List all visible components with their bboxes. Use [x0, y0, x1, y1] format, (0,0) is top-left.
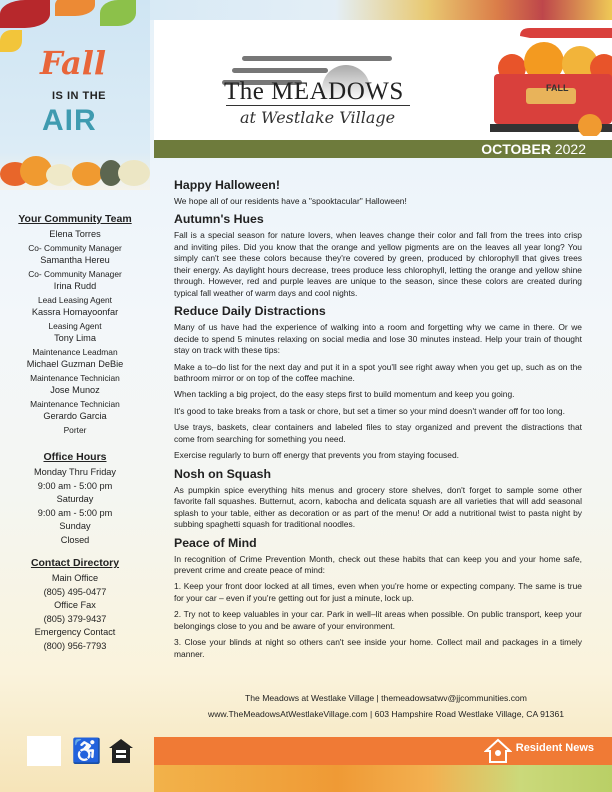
section-title: Autumn's Hues [174, 212, 264, 227]
team-member-role: Porter [63, 424, 87, 435]
issue-month: OCTOBER [481, 141, 551, 157]
newsletter-header [154, 20, 612, 140]
contact-label: Office Fax [54, 600, 96, 610]
office-hours [0, 450, 150, 547]
team-member-name: Elena Torres [49, 229, 101, 239]
blank-logo-box [27, 736, 61, 766]
team-member-role: Co- Community Manager [28, 242, 122, 253]
logo-title: The MEADOWS [224, 78, 404, 105]
team-member-name: Samantha Hereu [40, 255, 110, 265]
contact-heading: Contact Directory [30, 557, 120, 569]
paragraph: Many of us have had the experience of walking into a room and forgetting why we came in there. Or we decide to spend 5 minutes relaxing on social media and lose 30 minutes instead. Help your train of thought stay on track with these tips: [174, 322, 582, 356]
paragraph: In recognition of Crime Prevention Month, check out these habits that can keep you and your home safe, prevent crime and create peace of mind: [174, 553, 582, 575]
accessibility-icon: ♿ [71, 737, 102, 765]
equal-housing-icon [108, 737, 134, 765]
team-member-name: Kassra Homayoonfar [31, 307, 119, 317]
team-member-role: Lead Leasing Agent [37, 294, 113, 305]
team-member-name: Gerardo Garcia [43, 411, 107, 421]
newsletter-body [174, 175, 582, 665]
team-member-role: Maintenance Technician [30, 372, 120, 383]
community-team [0, 212, 150, 436]
paragraph: Exercise regularly to burn off energy that prevents you from staying focused. [174, 450, 459, 461]
issue-year: 2022 [554, 141, 586, 157]
fall-text: Fall [40, 44, 107, 82]
section-title: Happy Halloween! [174, 178, 280, 192]
footer-address-line: www.TheMeadowsAtWestlakeVillage.com | 603 Hampshire Road Westlake Village, CA 91361 [207, 709, 565, 719]
paragraph: 1. Keep your front door locked at all times, even when you're home or expecting company. The same is true for your car – even if you're getting out for just a minute, lock up. [174, 581, 582, 603]
team-member-role: Co- Community Manager [28, 268, 122, 279]
team-member-name: Jose Munoz [50, 385, 100, 395]
hours-line: Closed [60, 534, 90, 545]
team-member-name: Tony Lima [54, 333, 96, 343]
section-title: Peace of Mind [174, 535, 257, 550]
team-member-role: Maintenance Technician [30, 398, 120, 409]
logo-subtitle: at Westlake Village [240, 108, 396, 127]
autumn-leaves-banner [150, 0, 612, 20]
contact-label: Main Office [51, 573, 99, 583]
hours-line: Sunday [59, 521, 91, 531]
truck-plate-text: FALL [546, 83, 569, 93]
contact-phone: (805) 379-9437 [43, 613, 107, 624]
pumpkin-footer-art [154, 765, 612, 792]
sidebar [0, 0, 150, 792]
paragraph: It's good to take breaks from a task or chore, but set a timer so your mind doesn't wander off for too long. [174, 405, 565, 416]
team-member-name: Michael Guzman DeBie [26, 359, 124, 369]
hours-line: Saturday [56, 494, 94, 504]
resident-news-brand: Resident News [515, 742, 594, 754]
paragraph: As pumpkin spice everything hits menus and grocery store shelves, don't forget to sample some other favorite fall squashes. Butternut, acorn, kabocha and delicata squash are all varieties that will add seasonal splash to your table, either as decoration or as part of the menu! Or add a nutritional twist to pasta night by subbing spaghetti squash for traditional noodles. [174, 484, 582, 530]
footer-email-line: The Meadows at Westlake Village | themeadowsatwv@jjcommunities.com [245, 693, 527, 703]
contact-label: Emergency Contact [34, 627, 116, 637]
paragraph: 2. Try not to keep valuables in your car. Park in well–lit areas when possible. On public transport, keep your belongings close to you and be aware of your environment. [174, 609, 582, 631]
contact-phone: (800) 956-7793 [43, 640, 107, 651]
pumpkin-truck-illustration [490, 26, 612, 136]
hours-line: 9:00 am - 5:00 pm [37, 480, 113, 491]
office-hours-heading: Office Hours [43, 451, 107, 463]
section-title: Nosh on Squash [174, 466, 272, 481]
paragraph: 3. Close your blinds at night so others can't see inside your home. Collect mail and packages in a timely manner. [174, 637, 582, 659]
team-heading: Your Community Team [18, 213, 132, 225]
section-title: Reduce Daily Distractions [174, 304, 326, 319]
fall-is-in-the-air-art [0, 0, 150, 190]
paragraph: Use trays, baskets, clear containers and labeled files to stay organized and prevent the distractions that come from searching for something you need. [174, 422, 582, 444]
team-member-role: Maintenance Leadman [32, 346, 118, 357]
contact-directory [0, 556, 150, 653]
hours-line: Monday Thru Friday [33, 467, 117, 477]
house-logo-icon [484, 738, 512, 764]
issue-date [481, 141, 586, 157]
compliance-icons [27, 736, 134, 766]
is-in-the-text: IS IN THE [52, 90, 107, 102]
paragraph: When tackling a big project, do the easy steps first to build momentum and keep you going. [174, 389, 515, 400]
contact-phone: (805) 495-0477 [43, 586, 107, 597]
paragraph: We hope all of our residents have a "spooktacular" Halloween! [174, 196, 407, 206]
team-member-role: Leasing Agent [48, 320, 102, 331]
air-text: AIR [42, 104, 97, 137]
paragraph: Make a to–do list for the next day and put it in a spot you'll see right away when you get up, such as on the bathroom mirror or on top of the coffee machine. [174, 361, 582, 383]
hours-line: 9:00 am - 5:00 pm [37, 507, 113, 518]
footer-contact [160, 690, 612, 722]
paragraph: Fall is a special season for nature lovers, when leaves change their color and fall from the trees into crisp and inviting piles. Did you know that the orange and yellow pigments are on the leaves all year long? You simply can't see these colors because they're covered by green, produced by chlorophyll that gives trees their energy. As daylight hours decrease, trees produce less chlorophyll, letting the orange and yellow shine through. However, red and purple leaves are unique to the season, since these colors are created during typical fall weather of warm days and cool nights. [174, 230, 582, 298]
logo-divider [226, 105, 410, 106]
team-member-name: Irina Rudd [53, 281, 97, 291]
